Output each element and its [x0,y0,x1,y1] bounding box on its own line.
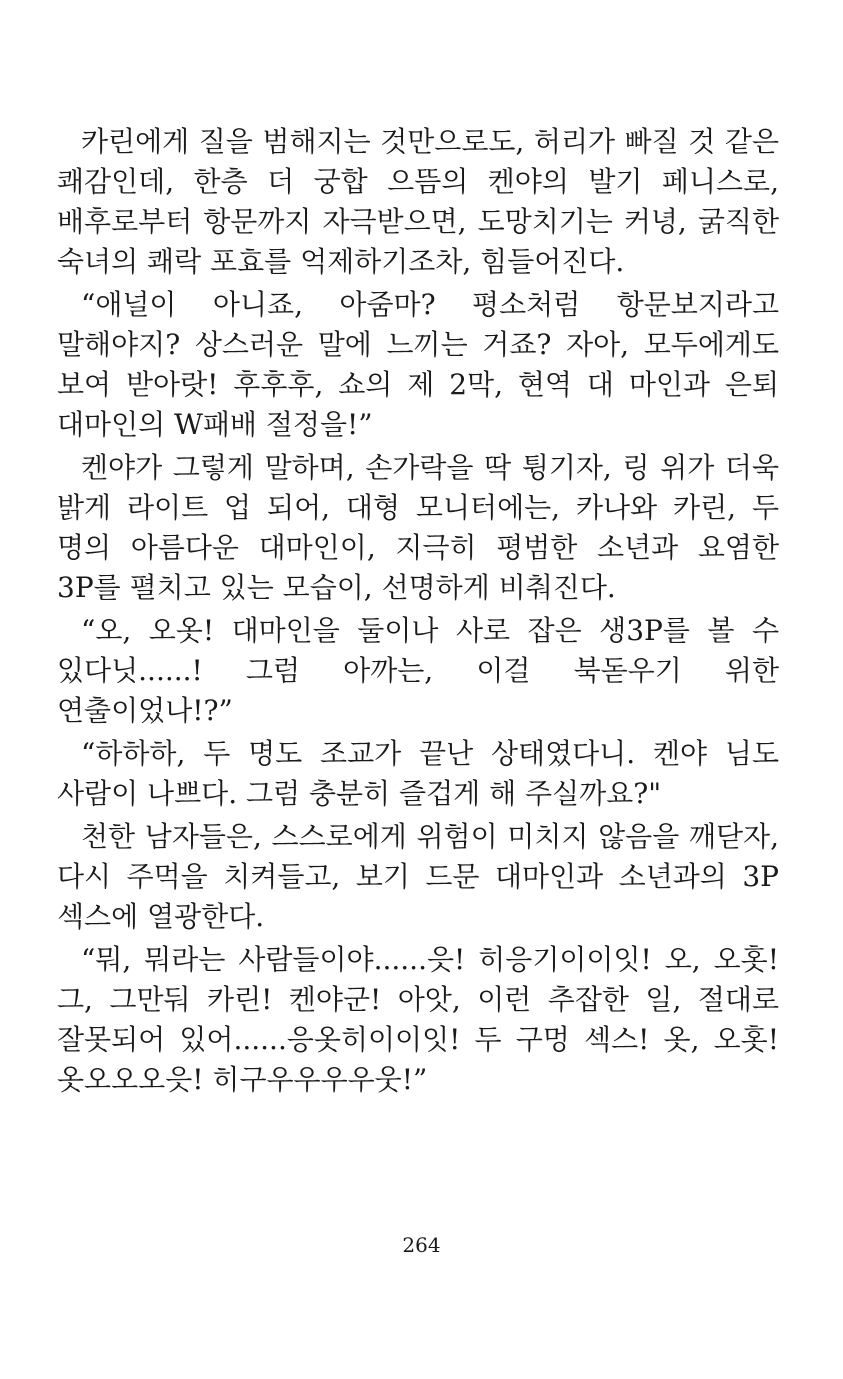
paragraph-6: 천한 남자들은, 스스로에게 위험이 미치지 않음을 깨닫자, 다시 주먹을 치켜들고, 보기 드문 대마인과 소년과의 3P 섹스에 열광한다. [57,820,779,933]
paragraph-3: 켄야가 그렇게 말하며, 손가락을 딱 튕기자, 링 위가 더욱 밝게 라이트 업 되어, 대형 모니터에는, 카나와 카린, 두 명의 아름다운 대마인이, 지극히 평범한 소년과 요염한 3P를 펼치고 있는 모습이, 선명하게 비춰진다. [57,451,779,604]
page-number: 264 [402,1233,441,1257]
paragraph-1: 카린에게 질을 범해지는 것만으로도, 허리가 빠질 것 같은 쾌감인데, 한층 더 궁합 으뜸의 켄야의 발기 페니스로, 배후로부터 항문까지 자극받으면, 도망치기는 커녕, 굵직한 숙녀의 쾌락 포효를 억제하기조차, 힘들어진다. [57,125,779,278]
paragraph-5: “하하하, 두 명도 조교가 끝난 상태였다니. 켄야 님도 사람이 나쁘다. 그럼 충분히 즐겁게 해 주실까요?" [57,737,779,810]
body-text [57,122,779,1103]
paragraph-4: “오, 오옷! 대마인을 둘이나 사로 잡은 생3P를 볼 수 있다닛......! 그럼 아까는, 이걸 북돋우기 위한 연출이었나!?” [57,614,779,727]
paragraph-2: “애널이 아니죠, 아줌마? 평소처럼 항문보지라고 말해야지? 상스러운 말에 느끼는 거죠? 자아, 모두에게도 보여 받아랏! 후후후, 쇼의 제 2막, 현역 대 마인과 은퇴 대마인의 W패배 절정을!” [57,288,779,441]
paragraph-7: “뭐, 뭐라는 사람들이야......읏! 히응기이이잇! 오, 오홋! 그, 그만둬 카린! 켄야군! 아앗, 이런 추잡한 일, 절대로 잘못되어 있어......응옷히이이잇! 두 구멍 섹스! 옷, 오홋! 옷오오오읏! 히구우우우우웃!” [57,943,779,1096]
